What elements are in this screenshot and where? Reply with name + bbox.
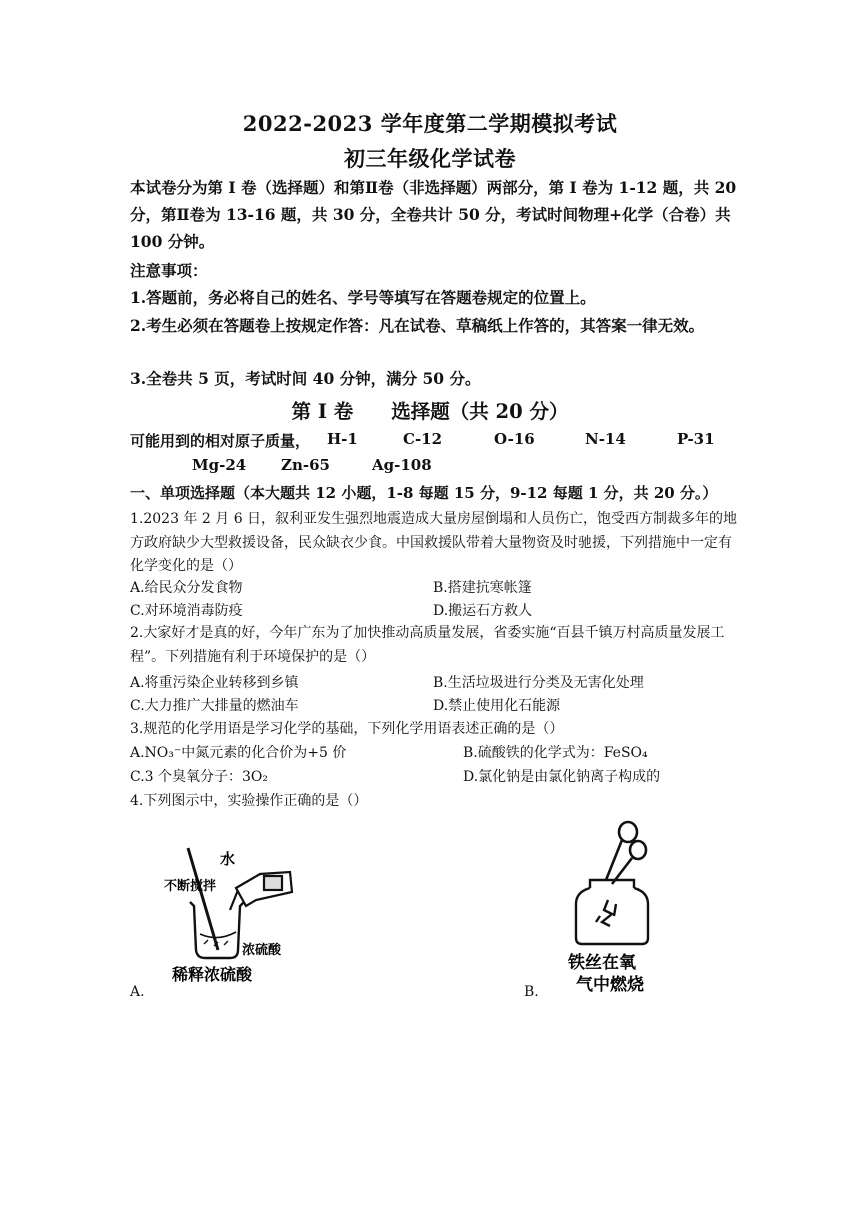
tongs	[606, 822, 646, 884]
atomic-mass-o: O-16	[494, 430, 535, 448]
intro-paragraph: 本试卷分为第 I 卷（选择题）和第Ⅱ卷（非选择题）两部分，第 I 卷为 1-12 题，共 20 分，第Ⅱ卷为 13-16 题，共 30 分，全卷共计 50 分，考试时间物理+化学（合卷）共 100 分钟。	[130, 178, 737, 251]
q3-option-a: A.NO₃⁻中氮元素的化合价为+5 价	[130, 745, 347, 761]
label-stir-text: 不断搅拌	[164, 879, 217, 894]
figure-a-caption: 稀释浓硫酸	[172, 965, 253, 984]
question-3-stem: 3.规范的化学用语是学习化学的基础，下列化学用语表述正确的是（）	[130, 721, 564, 737]
atomic-mass-n: N-14	[585, 430, 626, 448]
reagent-bottle	[230, 872, 292, 910]
q4-option-a: A.	[130, 984, 145, 1000]
notes-heading: 注意事项：	[130, 261, 208, 280]
atomic-mass-label: 可能用到的相对原子质量，	[130, 432, 311, 450]
q2-option-d: D.禁止使用化石能源	[433, 698, 561, 714]
atomic-mass-ag: Ag-108	[372, 456, 432, 474]
q1-option-c: C.对环境消毒防疫	[130, 603, 243, 619]
note-item-1: 1.答题前，务必将自己的姓名、学号等填写在答题卷规定的位置上。	[130, 288, 596, 307]
atomic-mass-h: H-1	[327, 430, 358, 448]
atomic-mass-c: C-12	[403, 430, 443, 448]
q1-option-d: D.搬运石方救人	[433, 603, 533, 619]
figure-b-iron-combustion	[556, 820, 676, 992]
section-name: 选择题（共 20 分）	[391, 400, 569, 423]
q2-option-a: A.将重污染企业转移到乡镇	[130, 675, 299, 691]
atomic-mass-mg: Mg-24	[192, 456, 247, 474]
section-part: 第 I 卷	[291, 400, 354, 423]
note-item-3: 3.全卷共 5 页，考试时间 40 分钟，满分 50 分。	[130, 369, 481, 388]
question-1-stem: 1.2023 年 2 月 6 日，叙利亚发生强烈地震造成大量房屋倒塌和人员伤亡，饱受西方制裁多年的地方政府缺少大型救援设备，民众缺衣少食。中国救援队带着大量物资及时驰援，下列措施中一定有化学变化的是（）	[130, 511, 738, 574]
q1-option-b: B.搭建抗寒帐篷	[433, 580, 532, 596]
atomic-mass-p: P-31	[677, 430, 715, 448]
q3-option-b: B.硫酸铁的化学式为：FeSO₄	[463, 745, 648, 761]
q4-option-b: B.	[524, 984, 539, 1000]
section-heading	[0, 396, 860, 424]
question-2-stem: 2.大家好才是真的好，今年广东为了加快推动高质量发展，省委实施“百县千镇万村高质量发展工程”。下列措施有利于环境保护的是（）	[130, 625, 725, 665]
label-stir	[164, 878, 216, 894]
q1-option-a: A.给民众分发食物	[130, 580, 243, 596]
gas-jar	[576, 880, 648, 944]
part-heading: 一、单项选择题（本大题共 12 小题，1-8 每题 15 分，9-12 每题 1 分，共 20 分。）	[130, 484, 718, 502]
q2-option-c: C.大力推广大排量的燃油车	[130, 698, 299, 714]
figure-b-caption-2: 气中燃烧	[576, 975, 644, 992]
iron-wire-spark	[596, 900, 616, 926]
label-acid: 浓硫酸	[242, 943, 282, 958]
exam-subtitle: 初三年级化学试卷	[344, 146, 516, 171]
question-4-stem: 4.下列图示中，实验操作正确的是（）	[130, 793, 368, 809]
note-item-2: 2.考生必须在答题卷上按规定作答：凡在试卷、草稿纸上作答的，其答案一律无效。	[130, 316, 705, 335]
figure-a-dilution	[160, 846, 310, 988]
figure-b-caption-1: 铁丝在氧	[568, 953, 636, 973]
q2-option-b: B.生活垃圾进行分类及无害化处理	[433, 675, 644, 691]
label-water: 水	[220, 850, 236, 868]
atomic-mass-zn: Zn-65	[281, 456, 330, 474]
exam-title: 2022-2023 学年度第二学期模拟考试	[242, 111, 618, 136]
q3-option-d: D.氯化钠是由氯化钠离子构成的	[463, 769, 661, 785]
q3-option-c: C.3 个臭氧分子：3O₂	[130, 769, 269, 785]
